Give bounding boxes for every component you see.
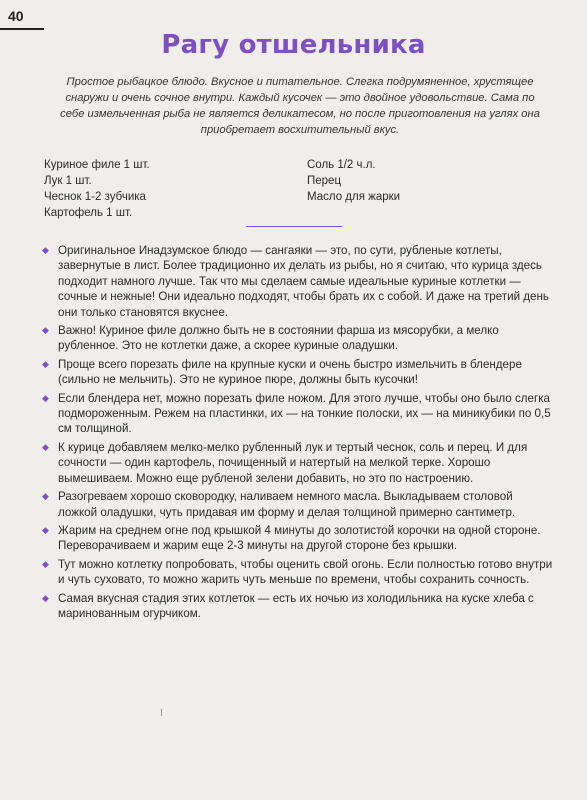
diamond-bullet-icon: ◆	[42, 245, 49, 255]
step-item	[42, 557, 554, 588]
step-text: Если блендера нет, можно порезать филе ножом. Для этого лучше, чтобы оно было слегка подмороженным. Режем на пластинки, их — на тонкие полоски, их — на миникубики по 0,5 см толщиной.	[58, 391, 551, 436]
section-divider	[246, 226, 342, 227]
ingredient-item: Масло для жарки	[307, 191, 401, 203]
step-item	[42, 243, 554, 320]
step-text: Важно! Куриное филе должно быть не в состоянии фарша из мясорубки, а мелко рубленное. Это не котлетки даже, а скорее куриные оладушки.	[58, 324, 499, 353]
diamond-bullet-icon: ◆	[42, 358, 49, 369]
step-text: Самая вкусная стадия этих котлеток — есть их ночью из холодильника на куске хлеба с маринованным огурчиком.	[58, 591, 534, 620]
ingredient-item: Лук 1 шт.	[44, 175, 92, 187]
ingredient-item: Куриное филе 1 шт.	[44, 159, 150, 171]
ingredient-item: Картофель 1 шт.	[44, 207, 133, 219]
step-text: Разогреваем хорошо сковородку, наливаем немного масла. Выкладываем столовой ложкой оладушки, чуть придавая им форму и делая толщиной примерно сантиметр.	[58, 490, 516, 519]
ingredients-column-left	[44, 157, 150, 221]
step-item	[42, 523, 554, 554]
diamond-bullet-icon: ◆	[42, 325, 49, 336]
ingredient-item: Перец	[307, 175, 342, 187]
ingredient-item: Чеснок 1-2 зубчика	[44, 191, 146, 203]
step-item	[42, 391, 554, 437]
diamond-bullet-icon: ◆	[42, 491, 49, 502]
step-item	[42, 440, 554, 486]
step-item	[42, 323, 554, 354]
diamond-bullet-icon: ◆	[42, 441, 49, 452]
diamond-bullet-icon: ◆	[42, 524, 49, 535]
page-mark	[161, 709, 162, 716]
ingredient-item: Соль 1/2 ч.л.	[307, 159, 376, 171]
ingredients-column-right	[307, 157, 400, 205]
step-text: К курице добавляем мелко-мелко рубленный лук и тертый чеснок, соль и перец. И для сочности — один картофель, почищенный и натертый на мелкой терке. Хорошо вымешиваем. Можно еще рубленой зелени добавить, но это по настроению.	[58, 440, 528, 485]
step-item	[42, 489, 554, 520]
diamond-bullet-icon: ◆	[42, 392, 49, 403]
step-item	[42, 591, 554, 622]
diamond-bullet-icon: ◆	[42, 592, 49, 603]
step-text: Тут можно котлетку попробовать, чтобы оценить свой огонь. Если полностью готово внутри и чуть суховато, то можно жарить чуть меньше по времени, чтобы сохранить сочность.	[58, 557, 553, 587]
diamond-bullet-icon: ◆	[42, 558, 49, 569]
page-number: 40	[8, 8, 24, 24]
step-text: Жарим на среднем огне под крышкой 4 минуты до золотистой корочки на одной стороне. Переворачиваем и жарим еще 2-3 минуты на другой стороне без крышки.	[58, 523, 541, 553]
step-text: Оригинальное Инадзумское блюдо — сангаяки — это, по сути, рубленые котлеты, завернутые в лист. Более традиционно их делать из рыбы, но я считаю, что курица здесь подходит намного лучше. Так что мы сделаем самые идеальные куриные котлетки — сочные и нежные! Они идеально подходят, чтобы брать их с собой. И даже на третий день они только становятся вкуснее.	[58, 244, 549, 319]
recipe-steps	[42, 243, 554, 624]
step-text: Проще всего порезать филе на крупные куски и очень быстро измельчить в блендере (сильно не мельчить). Это не куриное пюре, должны быть кусочки!	[58, 357, 522, 387]
recipe-title: Рагу отшельника	[161, 30, 426, 60]
step-item	[42, 357, 554, 388]
recipe-intro: Простое рыбацкое блюдо. Вкусное и питательное. Слегка подрумяненное, хрустящее снаружи и очень сочное внутри. Каждый кусочек — это двойное удовольствие. Сама по себе измельченная рыба не является деликатесом, но после приготовления на углях она приобретает восхитительный вкус.	[60, 76, 540, 136]
